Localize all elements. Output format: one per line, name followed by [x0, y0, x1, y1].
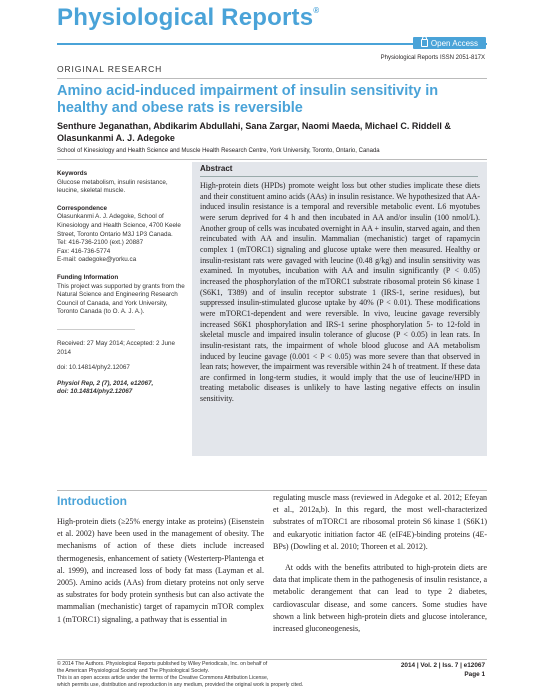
divider [57, 659, 487, 660]
affiliation: School of Kinesiology and Health Science and Muscle Health Research Centre, York University, Toronto, Ontario, Canada [57, 148, 380, 154]
paragraph: regulating muscle mass (reviewed in Adegoke et al. 2012; Efeyan et al., 2012a,b). In this regard, the most well-characterized substrates of mTORC1 are ribosomal protein S6 kinase 1 (S6K1) and eukaryotic initiation factor 4E (eIF4E)-binding proteins (4E-BPs) (Dowling et al. 2010; Thoreen et al. 2012). [273, 493, 487, 551]
keywords-heading: Keywords [57, 170, 88, 177]
introduction-heading: Introduction [57, 494, 127, 508]
abstract-heading: Abstract [200, 164, 233, 173]
fax: Fax: 416-736-5774 [57, 247, 111, 255]
correspondence-heading: Correspondence [57, 204, 108, 212]
article-info-sidebar [57, 164, 187, 397]
divider [200, 176, 478, 177]
received-accepted-dates: Received: 27 May 2014; Accepted: 2 June 2014 [57, 339, 175, 356]
abstract-text: High-protein diets (HPDs) promote weight loss but other studies implicate these diets and their constituent amino acids (AAs) in insulin resistance. We hypothesized that AA-induced insulin resistance is a temporal and reversible metabolic event. L6 myotubes were serum deprived for 4 h and then incubated in AA and/or insulin (100 nmol/L). Another group of cells was incubated overnight in AA + insulin, starved again, and then reincubated with AA and insulin. Mammalian (mechanistic) target of rapamycin complex 1 (mTORC1) signaling and glucose uptake were then measured. Healthy or insulin-resistant rats were gavaged with leucine (0.48 g/kg) and insulin sensitivity was examined. In myotubes, incubation with AA and insulin significantly (P < 0.05) increased the phosphorylation of the mTORC1 substrate ribosomal protein S6 kinase 1 (S6K1, T389) and of insulin receptor substrate 1 (IRS-1, serine residues), but suppressed insulin-stimulated glucose uptake by 40% (P < 0.01). These modifications were mTORC1-dependent and were reversible. In vivo, leucine gavage reversibly increased S6K1 phosphorylation and IRS-1 serine phosphorylation 5- to 12-fold in skeletal muscle and impaired insulin tolerance of glucose (P < 0.05) in lean rats. In insulin-resistant rats, the impairment of whole blood glucose and AA metabolism induced by leucine gavage (0.001 < P < 0.05) was more severe than that observed in lean rats; however, the impairment was reversible within 24 h of treatment. If these data are confirmed in long-term studies, it would imply that the use of leucine/HPD in treating metabolic diseases is unlikely to have lasting negative effects on insulin sensitivity. [200, 181, 480, 404]
open-access-badge: Open Access [413, 37, 486, 49]
funding-heading: Funding Information [57, 273, 119, 281]
open-lock-icon [421, 39, 428, 47]
divider [57, 490, 487, 491]
journal-title: Physiological Reports® [57, 4, 320, 31]
telephone: Tel: 416-736-2100 (ext.) 20887 [57, 239, 144, 247]
divider [57, 159, 487, 160]
keywords: Glucose metabolism, insulin resistance, leucine, skeletal muscle. [57, 178, 168, 195]
introduction-column-2 [273, 492, 487, 635]
copyright-notice: © 2014 The Authors. Physiological Reports published by Wiley Periodicals, Inc. on behalf of the American Physiological Society and The Physiological Society. This is an open access article under the terms of the Creative Commons Attribution License, which permits use, distribution and reproduction in any medium, provided the original work is properly cited. [57, 661, 304, 688]
article-title: Amino acid-induced impairment of insulin sensitivity in healthy and obese rats is reversible [57, 83, 439, 116]
divider [57, 78, 487, 79]
issn: Physiological Reports ISSN 2051-817X [380, 55, 485, 61]
section-label: ORIGINAL RESEARCH [57, 64, 163, 74]
introduction-column-1: High-protein diets (≥25% energy intake as proteins) (Eisenstein et al. 2002) have been used in the management of obesity. The mechanisms of action of these diets include increased thermogenesis, enhancement of satiety (Westerterp-Plantenga et al. 1999), and increased loss of body fat mass (Layman et al. 2005). Amino acids (AAs) from dietary proteins not only serve as substrates for body protein synthesis but can also activate the mammalian (mechanistic) target of rapamycin mTOR complex 1 (mTORC1) signaling, a pathway that is essential in [57, 517, 264, 624]
funding-text: This project was supported by grants from the Natural Science and Engineering Research Council of Canada, and York University, Toronto Canada (to O. A. J. A.). [57, 282, 185, 316]
issue-line: 2014 | Vol. 2 | Iss. 7 | e12067 [400, 662, 485, 669]
page-number: Page 1 [464, 671, 485, 678]
issue-info [401, 661, 485, 679]
citation-line-2: doi: 10.14814/phy2.12067 [57, 388, 133, 396]
email[interactable]: E-mail: oadegoke@yorku.ca [57, 256, 137, 264]
authors: Senthure Jeganathan, Abdikarim Abdullahi, Sana Zargar, Naomi Maeda, Michael C. Riddell & Olasunkanmi A. J. Adegoke [57, 121, 451, 143]
paragraph: At odds with the benefits attributed to high-protein diets are data that implicate them in the pathogenesis of insulin resistance, a metabolic derangement that can lead to type 2 diabetes, cardiovascular disease, and some cancers. Some studies have shown a link between high-protein diets and glucose intolerance, increased gluconeogenesis, [273, 563, 487, 634]
divider [57, 329, 135, 330]
doi[interactable]: doi: 10.14814/phy2.12067 [57, 364, 130, 372]
citation-line-1: Physiol Rep, 2 (7), 2014, e12067, [57, 379, 154, 387]
correspondence-address: Olasunkanmi A. J. Adegoke, School of Kinesiology and Health Science, 4700 Keele Street, Toronto Ontario M3J 1P3 Canada. [57, 213, 181, 238]
